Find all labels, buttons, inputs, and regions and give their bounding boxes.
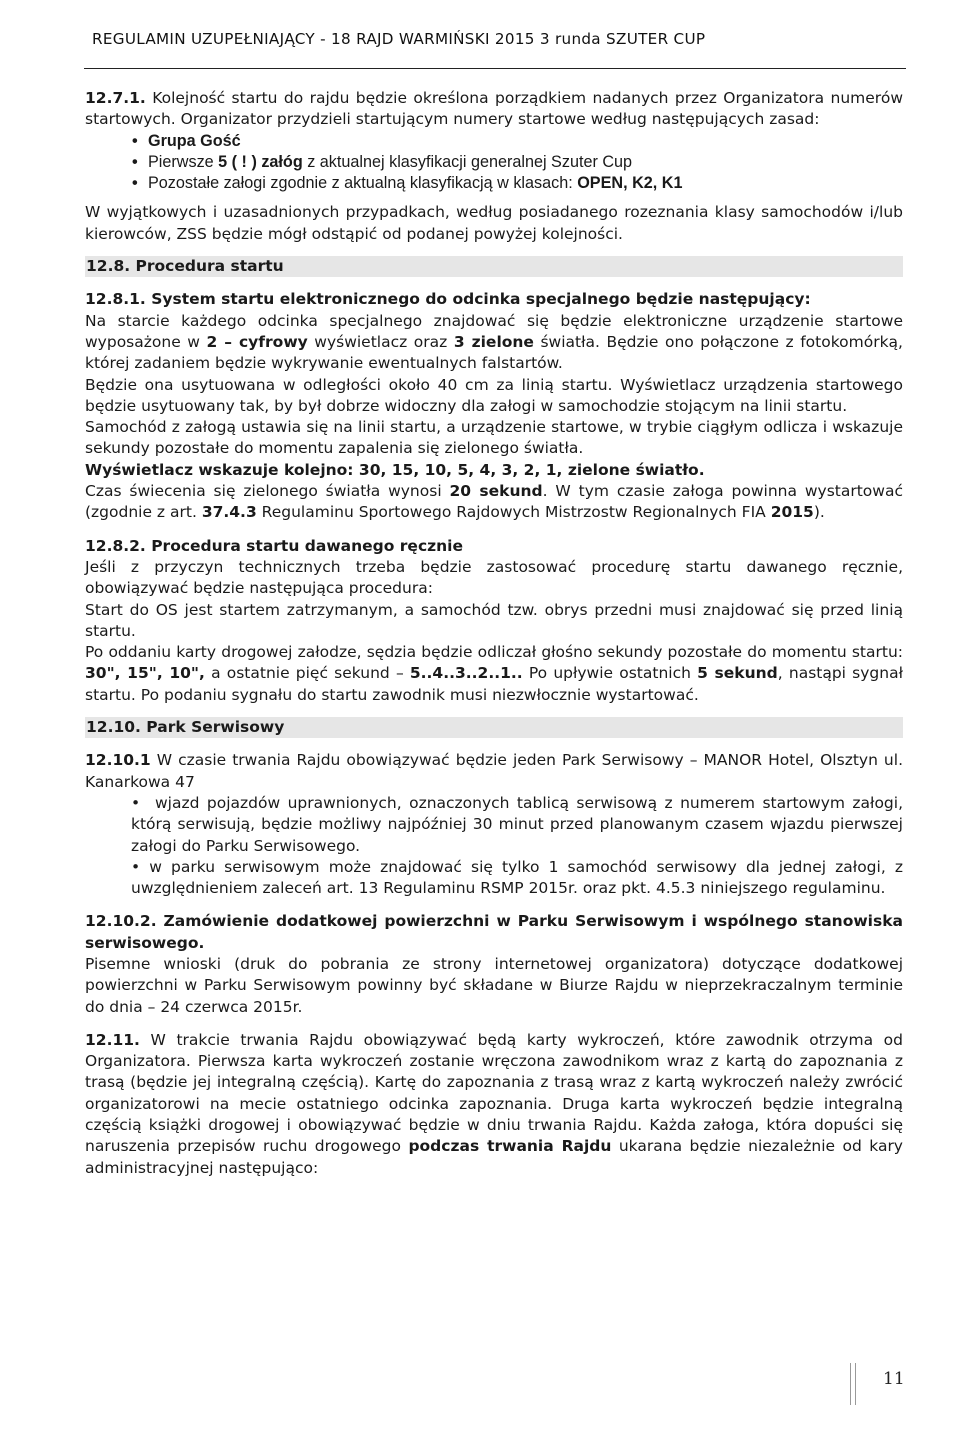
countdown-sequence: Wyświetlacz wskazuje kolejno: 30, 15, 10, 5, 4, 3, 2, 1, zielone światło. [85, 460, 705, 479]
section-number: 12.7.1. [85, 89, 146, 107]
paragraph: Będzie ona usytuowana w odległości około 40 cm za linią startu. Wyświetlacz urządzenia startowego będzie usytuowany tak, by był dobrze widoczny dla załogi w samochodzie stojącym na linii startu. [85, 375, 903, 415]
header-divider [84, 68, 906, 69]
start-order-list [85, 131, 903, 195]
section-heading: 12.8. Procedura startu [85, 256, 903, 277]
page-number: 11 [883, 1369, 905, 1389]
paragraph: Po oddaniu karty drogowej załodze, sędzia będzie odliczał głośno sekundy pozostałe do momentu startu: 30", 15", 10", a ostatnie pięć sekund – 5..4..3..2..1.. Po upływie ostatnich 5 sekund, nastąpi sygnał startu. Po podaniu sygnału do startu zawodnik musi niezwłocznie wystartować. [85, 643, 903, 704]
paragraph: 12.11. W trakcie trwania Rajdu obowiązywać będą karty wykroczeń, które zawodnik otrzyma od Organizatora. Pierwsza karta wykroczeń zostanie wręczona zawodnikom wraz z kartą do zapoznania z trasą (będzie jej integralną częścią). Kartę do zapoznania z trasą wraz z kartą wykroczeń należy zwrócić organizatorowi na mecie ostatniego odcinka zapoznania. Druga karta wykroczeń będzie integralną częścią książki drogowej i obowiązywać będzie w dniu trwania Rajdu. Każda załoga, która dopuści się naruszenia przepisów ruchu drogowego podczas trwania Rajdu ukarana będzie niezależnie od kary administracyjnej następująco: [85, 1030, 903, 1177]
paragraph: Samochód z załogą ustawia się na linii startu, a urządzenie startowe, w trybie ciągłym odlicza i wskazuje sekundy pozostałe do momentu zapalenia się zielonego światła. [85, 418, 903, 458]
list-item: • Pierwsze 5 ( ! ) załóg z aktualnej klasyfikacji generalnej Szuter Cup [85, 152, 903, 173]
list-item: • wjazd pojazdów uprawnionych, oznaczonych tablicą serwisową z numerem startowym załogi, którą serwisują, będzie możliwy najpóźniej 30 minut przed planowanym czasem wjazdu pierwszej załogi do Parku Serwisowego. [131, 793, 904, 855]
paragraph: Na starcie każdego odcinka specjalnego znajdować się będzie elektroniczne urządzenie startowe wyposażone w 2 – cyfrowy wyświetlacz oraz 3 zielone światła. Będzie ono połączone z fotokomórką, której zadaniem będzie wykrywanie ewentualnych falstartów. [85, 311, 903, 373]
paragraph: 12.10.1 W czasie trwania Rajdu obowiązywać będzie jeden Park Serwisowy – MANOR Hotel, Olsztyn ul. Kanarkowa 47 [85, 751, 903, 791]
paragraph: Czas świecenia się zielonego światła wynosi 20 sekund. W tym czasie załoga powinna wystartować (zgodnie z art. 37.4.3 Regulaminu Sportowego Rajdowych Mistrzostw Regionalnych FIA 2015). [85, 482, 903, 522]
exception-paragraph: W wyjątkowych i uzasadnionych przypadkach, według posiadanego rozeznania klasy samochodów i/lub kierowców, ZSS będzie mógł odstąpić od podanej powyżej kolejności. [85, 203, 903, 243]
paragraph: Start do OS jest startem zatrzymanym, a samochód tzw. obrys przedni musi znajdować się przed linią startu. [85, 600, 903, 640]
section-12-7-1 [85, 88, 903, 131]
subsection-heading: 12.10.2. Zamówienie dodatkowej powierzchni w Parku Serwisowym i wspólnego stanowiska serwisowego. [85, 912, 903, 952]
list-item: • Pozostałe załogi zgodnie z aktualną klasyfikacją w klasach: OPEN, K2, K1 [85, 173, 903, 194]
section-text: Kolejność startu do rajdu będzie określona porządkiem nadanych przez Organizatora numerów startowych. Organizator przydzieli startującym numery startowe według następujących zasad: [85, 89, 903, 129]
list-item: • w parku serwisowym może znajdować się tylko 1 samochód serwisowy dla jednej załogi, z uwzględnieniem zaleceń art. 13 Regulaminu RSMP 2015r. oraz pkt. 4.5.3 niniejszego regulaminu. [131, 857, 903, 898]
section-heading: 12.10. Park Serwisowy [85, 717, 903, 738]
page-header: REGULAMIN UZUPEŁNIAJĄCY - 18 RAJD WARMIŃSKI 2015 3 runda SZUTER CUP [92, 30, 706, 48]
paragraph: Jeśli z przyczyn technicznych trzeba będzie zastosować procedurę startu dawanego ręcznie, obowiązywać będzie następująca procedura: [85, 557, 903, 598]
document-body [85, 88, 903, 1179]
list-item: • Grupa Gość [85, 131, 903, 152]
subsection-heading: 12.8.1. System startu elektronicznego do odcinka specjalnego będzie następujący: [85, 290, 811, 309]
subsection-heading: 12.8.2. Procedura startu dawanego ręcznie [85, 536, 464, 555]
paragraph: Pisemne wnioski (druk do pobrania ze strony internetowej organizatora) dotyczące dodatkowej powierzchni w Parku Serwisowym powinny być składane w Biurze Rajdu w nieprzekraczalnym terminie do dnia – 24 czerwca 2015r. [85, 954, 903, 1016]
